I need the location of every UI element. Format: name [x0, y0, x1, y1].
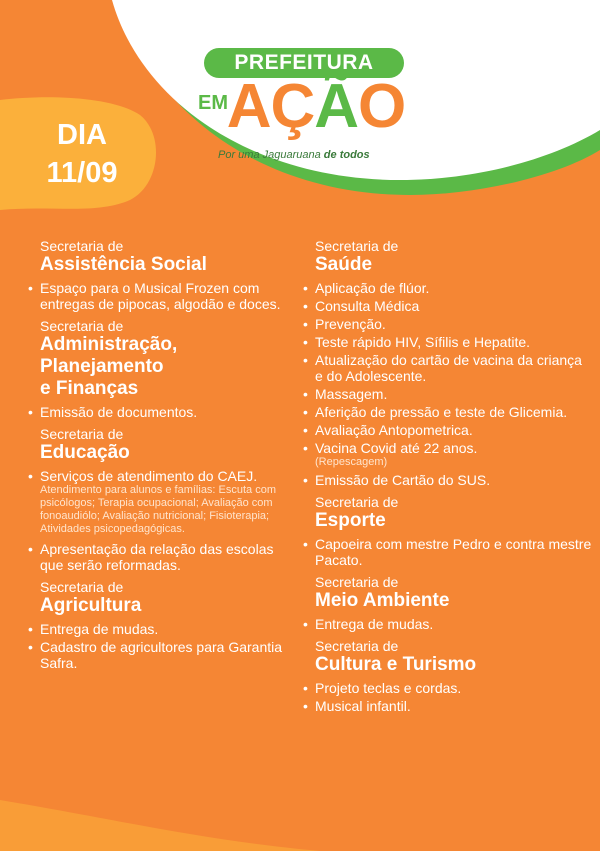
list-item: • Emissão de documentos. — [28, 404, 290, 420]
list-item: • Apresentação da relação das escolas que serão reformadas. — [28, 541, 290, 573]
section-prefix: Secretaria de — [40, 318, 124, 334]
section-cultura-turismo — [303, 638, 593, 714]
section-prefix: Secretaria de — [315, 638, 399, 654]
section-note: Atendimento para alunos e famílias: Escuta com psicólogos; Terapia ocupacional; Avaliação com fonoaudiólo; Avaliação nutricional; Fisioterapia; Atividades psicopedagógicas. — [40, 484, 277, 535]
section-prefix: Secretaria de — [315, 238, 399, 254]
list-item: • Emissão de Cartão do SUS. — [303, 472, 593, 488]
logo-acao: AÇÃO — [226, 72, 406, 141]
list-item: • Atualização do cartão de vacina da criança e do Adolescente. — [303, 352, 593, 384]
section-title: Educação — [40, 442, 130, 463]
list-item: • Serviços de atendimento do CAEJ. — [28, 468, 290, 484]
section-prefix: Secretaria de — [40, 238, 124, 254]
section-prefix: Secretaria de — [40, 579, 124, 595]
logo-em: EM — [198, 92, 228, 114]
section-note: (Repescagem) — [315, 456, 388, 468]
list-item: • Musical infantil. — [303, 698, 593, 714]
section-title: Cultura e Turismo — [315, 654, 477, 675]
logo-tagline: Por uma Jaguaruana de todos — [218, 149, 370, 161]
list-item: • Projeto teclas e cordas. — [303, 680, 593, 696]
section-prefix: Secretaria de — [315, 494, 399, 510]
list-item: • Aplicação de flúor. — [303, 280, 593, 296]
day-badge — [22, 116, 142, 192]
list-item: • Prevenção. — [303, 316, 593, 332]
section-prefix: Secretaria de — [315, 574, 399, 590]
list-item: • Cadastro de agricultores para Garantia Safra. — [28, 639, 290, 671]
right-column — [303, 238, 593, 720]
list-item: • Entrega de mudas. — [303, 616, 593, 632]
section-title: Administração, Planejamento e Finanças — [40, 334, 178, 399]
section-esporte — [303, 494, 593, 568]
day-date: 11/09 — [46, 157, 118, 189]
section-title: Agricultura — [40, 595, 142, 616]
list-item: • Espaço para o Musical Frozen com entregas de pipocas, algodão e doces. — [28, 280, 290, 312]
left-column — [28, 238, 290, 677]
list-item: • Vacina Covid até 22 anos. — [303, 440, 593, 456]
section-administracao — [28, 318, 290, 420]
logo-pill: PREFEITURA — [204, 48, 404, 78]
list-item: • Teste rápido HIV, Sífilis e Hepatite. — [303, 334, 593, 350]
list-item: • Massagem. — [303, 386, 593, 402]
list-item: • Capoeira com mestre Pedro e contra mestre Pacato. — [303, 536, 593, 568]
section-title: Saúde — [315, 254, 373, 275]
section-meio-ambiente — [303, 574, 593, 632]
section-saude — [303, 238, 593, 488]
section-assistencia-social — [28, 238, 290, 312]
section-prefix: Secretaria de — [40, 426, 124, 442]
section-title: Esporte — [315, 510, 386, 531]
section-agricultura — [28, 579, 290, 671]
list-item: • Entrega de mudas. — [28, 621, 290, 637]
list-item: • Consulta Médica — [303, 298, 593, 314]
bottom-wave — [0, 800, 320, 851]
section-title: Assistência Social — [40, 254, 207, 275]
list-item: • Aferição de pressão e teste de Glicemia. — [303, 404, 593, 420]
day-label: DIA — [57, 119, 107, 151]
section-educacao — [28, 426, 290, 573]
list-item: • Avaliação Antopometrica. — [303, 422, 593, 438]
section-title: Meio Ambiente — [315, 590, 450, 611]
